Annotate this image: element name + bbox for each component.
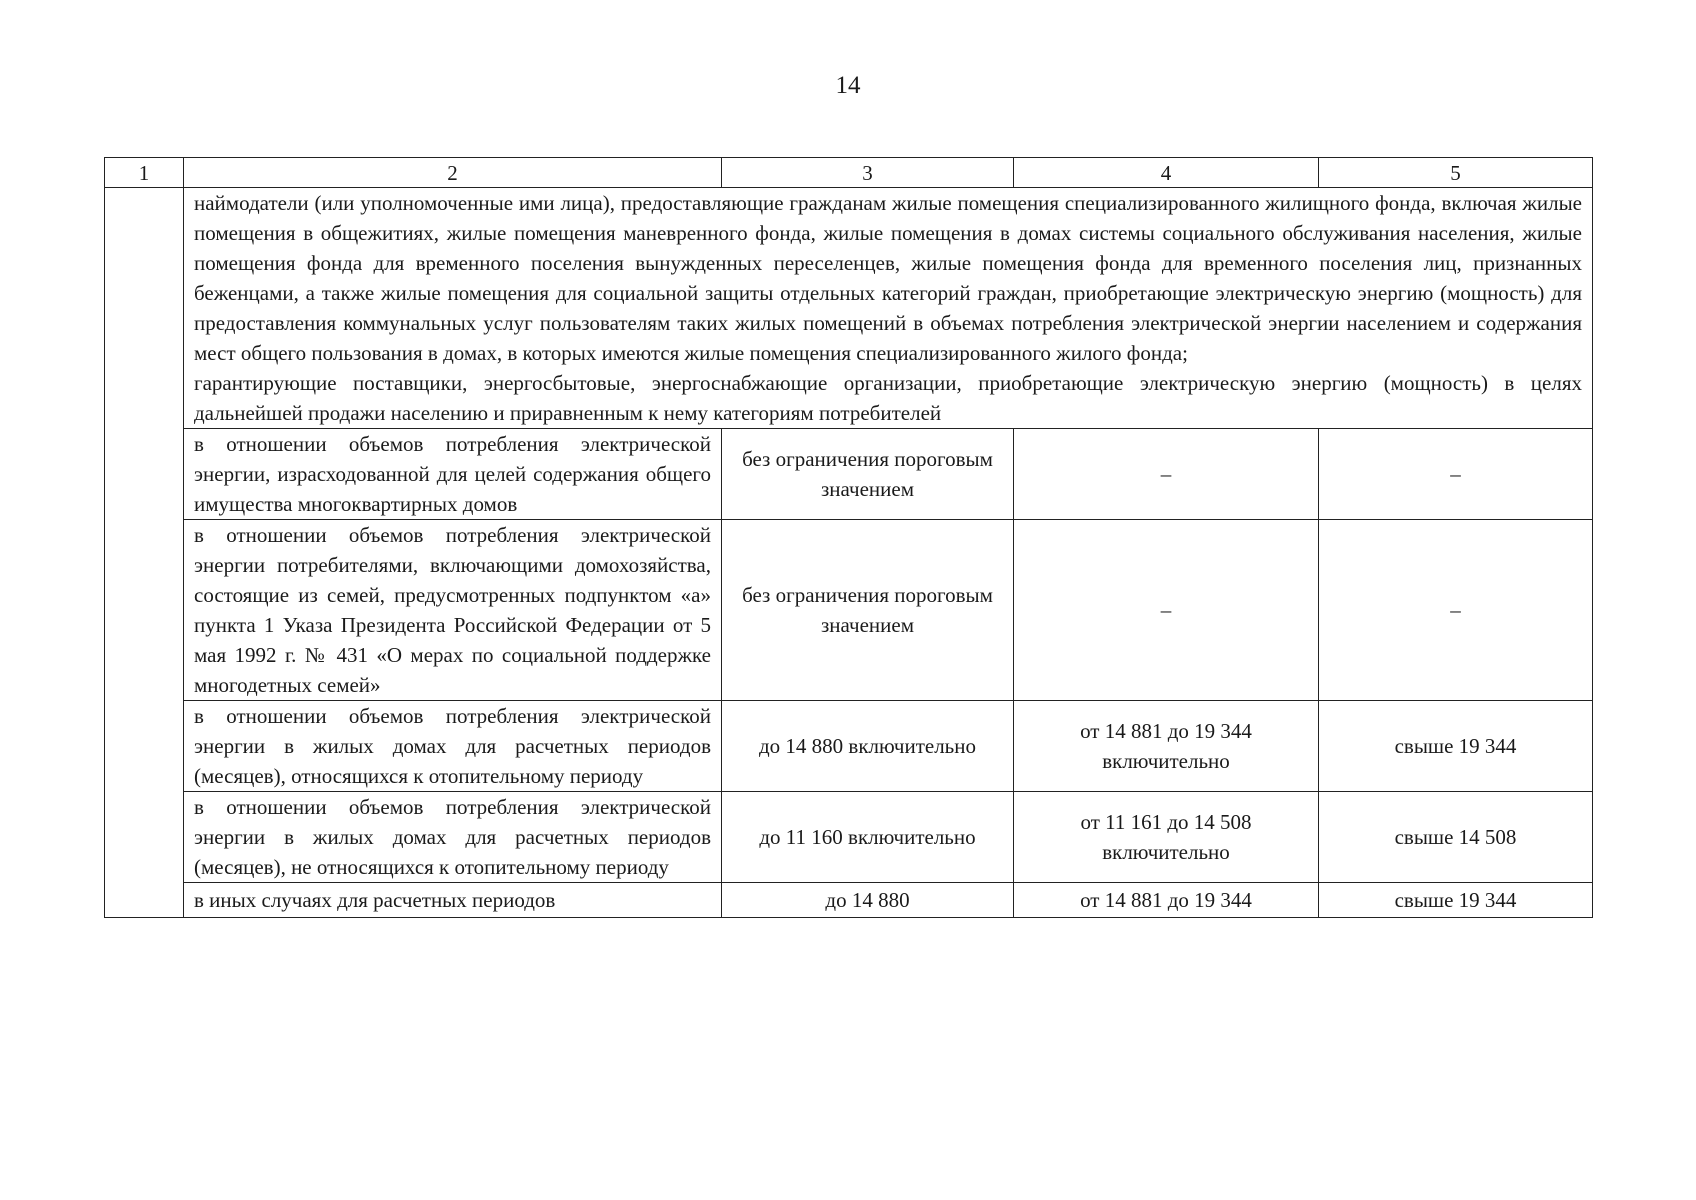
header-row (105, 158, 1593, 188)
row-description: в иных случаях для расчетных периодов (184, 883, 722, 918)
table-row (105, 792, 1593, 883)
intro-row (105, 188, 1593, 429)
header-col-3: 3 (722, 158, 1014, 188)
table-row (105, 883, 1593, 918)
threshold-col-4: от 14 881 до 19 344 (1014, 883, 1319, 918)
threshold-col-3: без ограничения пороговым значением (722, 429, 1014, 520)
threshold-col-5: свыше 19 344 (1319, 701, 1593, 792)
header-col-4: 4 (1014, 158, 1319, 188)
threshold-col-4: от 11 161 до 14 508 включительно (1014, 792, 1319, 883)
tariff-table (104, 157, 1593, 918)
row-description: в отношении объемов потребления электрической энергии в жилых домах для расчетных периодов (месяцев), не относящихся к отопительному периоду (184, 792, 722, 883)
header-col-2: 2 (184, 158, 722, 188)
intro-paragraph-2: гарантирующие поставщики, энергосбытовые, энергоснабжающие организации, приобретающие электрическую энергию (мощность) в целях дальнейшей продажи населению и приравненным к нему категориям потребителей (194, 371, 1582, 425)
threshold-col-4: – (1014, 429, 1319, 520)
intro-paragraph-1: наймодатели (или уполномоченные ими лица), предоставляющие гражданам жилые помещения специализированного жилищного фонда, включая жилые помещения в общежитиях, жилые помещения маневренного фонда, жилые помещения в домах системы социального обслуживания населения, жилые помещения фонда для временного поселения вынужденных переселенцев, жилые помещения фонда для временного поселения лиц, признанных беженцами, а также жилые помещения для социальной защиты отдельных категорий граждан, приобретающие электрическую энергию (мощность) для предоставления коммунальных услуг пользователям таких жилых помещений в объемах потребления электрической энергии населением и содержания мест общего пользования в домах, в которых имеются жилые помещения специализированного жилого фонда; (194, 191, 1582, 365)
threshold-col-5: свыше 19 344 (1319, 883, 1593, 918)
header-col-5: 5 (1319, 158, 1593, 188)
threshold-col-5: – (1319, 520, 1593, 701)
page-number: 14 (835, 72, 861, 99)
threshold-col-5: – (1319, 429, 1593, 520)
intro-cell (184, 188, 1593, 429)
row-description: в отношении объемов потребления электрической энергии в жилых домах для расчетных периодов (месяцев), относящихся к отопительному периоду (184, 701, 722, 792)
row-description: в отношении объемов потребления электрической энергии, израсходованной для целей содержания общего имущества многоквартирных домов (184, 429, 722, 520)
table-row (105, 520, 1593, 701)
header-col-1: 1 (105, 158, 184, 188)
row-description: в отношении объемов потребления электрической энергии потребителями, включающими домохозяйства, состоящие из семей, предусмотренных подпунктом «а» пункта 1 Указа Президента Российской Федерации от 5 мая 1992 г. № 431 «О мерах по социальной поддержке многодетных семей» (184, 520, 722, 701)
threshold-col-3: до 14 880 (722, 883, 1014, 918)
threshold-col-3: до 14 880 включительно (722, 701, 1014, 792)
threshold-col-3: до 11 160 включительно (722, 792, 1014, 883)
table-row (105, 429, 1593, 520)
row-number-cell (105, 188, 184, 918)
threshold-col-5: свыше 14 508 (1319, 792, 1593, 883)
threshold-col-4: от 14 881 до 19 344 включительно (1014, 701, 1319, 792)
threshold-col-3: без ограничения пороговым значением (722, 520, 1014, 701)
threshold-col-4: – (1014, 520, 1319, 701)
table-row (105, 701, 1593, 792)
